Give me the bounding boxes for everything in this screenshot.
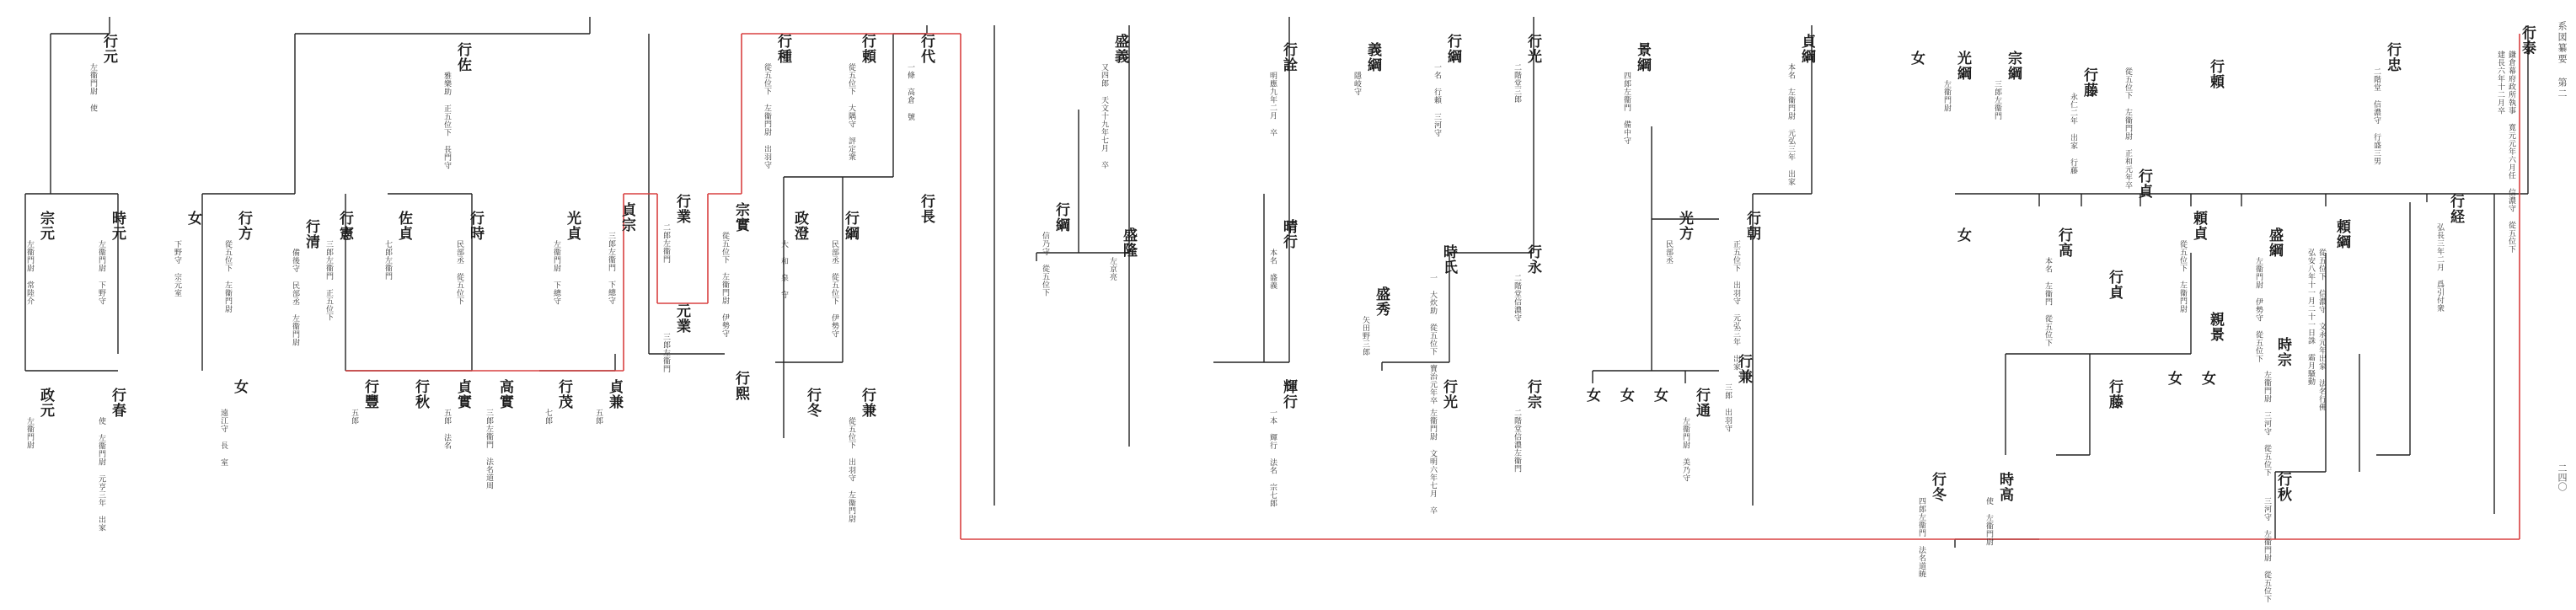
note-yukikane: 三郎 出羽守	[1723, 383, 1732, 432]
note-mitsutsuna: 左衞門尉	[1942, 80, 1951, 112]
note-yukisada: 從五位下 左衞門尉 正和元年卒	[2123, 67, 2132, 190]
note-yukimune: 二階堂信濃左衞門	[1513, 409, 1521, 473]
name-seicho: 政澄	[791, 211, 808, 241]
note-onna-8: 下野守 宗元室	[173, 240, 181, 297]
note-yukiharu: 左衞門尉 美乃守	[1681, 417, 1690, 482]
note-chikakage: 從五位下 左衞門尉	[2178, 240, 2187, 313]
note-yukishige: 七郎	[544, 409, 552, 425]
name-yukisada: 行貞	[2135, 169, 2152, 199]
name-onna-7: 女	[1583, 388, 1600, 403]
name-yukiaki2: 行秋	[412, 379, 429, 409]
name-munemoto: 宗元	[37, 211, 54, 241]
name-onna-2: 女	[1954, 227, 1971, 243]
note-yukisuke: 雅樂助 正五位下 長門守	[442, 72, 451, 169]
name-onna-4: 女	[2165, 371, 2182, 386]
note-kagetsuna: 四郎左衞門 備中守	[1622, 72, 1631, 145]
note-yukimitsu2: 左衞門尉 文明六年七月 卒	[1428, 409, 1437, 515]
note-yukinori2: 三郎左衞門 正五位下	[324, 240, 333, 321]
note-yukimori: 正五位下 出羽守 元弘三年 出家	[1732, 240, 1740, 371]
name-yukikane2: 行兼	[859, 388, 876, 418]
name-onna-3: 女	[2198, 371, 2215, 386]
name-takazane: 高實	[496, 379, 513, 409]
note-takazane: 三郎左衞門 法名道周	[485, 409, 493, 490]
name-yukimori: 行朝	[1743, 211, 1760, 241]
note-yukitoyo: 五郎	[350, 409, 358, 425]
name-yukinaga: 行永	[1524, 244, 1541, 275]
note-yukiharu2: 使 左衞門尉 元亨三年 出家	[97, 417, 105, 532]
name-sadamune: 貞宗	[619, 202, 635, 233]
note-yoritsuna: 從五位下 信濃守 文永元年出家 法名行佛	[2317, 249, 2326, 411]
name-yukiyori2: 行頼	[859, 34, 876, 64]
name-yukigyo: 行業	[673, 194, 690, 224]
name-yukikane: 行兼	[1735, 354, 1752, 384]
header-title: 系図纂要 第二	[2557, 21, 2568, 99]
note-munezane: 從五位下 左衞門尉 伊勢守	[720, 232, 729, 338]
name-yukikage: 行綱	[842, 211, 859, 241]
name-sadatsuna: 貞綱	[1798, 34, 1815, 64]
name-yukiharu2: 行春	[109, 388, 126, 418]
name-mitsusada: 光貞	[564, 211, 581, 241]
note-yukitaka: 本名 左衞門 從五位下	[2043, 257, 2052, 347]
name-yukishige: 行茂	[555, 379, 572, 409]
name-yukimasu: 行熙	[732, 371, 749, 401]
note-yukikane2: 從五位下 出羽守 左衞門尉	[847, 417, 855, 523]
note-tokimune: 左衞門尉 三河守 從五位下	[2263, 371, 2271, 477]
note-sukesada: 七郎左衞門	[383, 240, 392, 281]
note-genyo: 三郎左衞門	[661, 333, 670, 373]
note-munemoto: 左衞門尉 常陸介	[25, 240, 34, 305]
note-yukiakira: 四郎左衞門 法名道暁	[1917, 497, 1925, 578]
name-yukikiyo2: 行清	[303, 219, 319, 249]
name-yukifuji2: 行藤	[2106, 379, 2123, 409]
name-yukitoki: 行時	[467, 211, 484, 241]
note-sadatsuna: 本名 左衞門尉 元弘三年 出家	[1786, 63, 1795, 186]
name-onna-6: 女	[1617, 388, 1634, 403]
name-yukinori2: 行憲	[336, 211, 353, 241]
name-yukisada2: 行貞	[2106, 270, 2123, 300]
note-tokitaka: 使 左衞門尉	[1984, 497, 1993, 546]
note-yoritsuna-2: 弘安八年十一月二十一日誅 霜月騷動	[2306, 249, 2315, 386]
name-sadazane: 貞實	[454, 379, 471, 409]
note-sadakane: 五郎	[594, 409, 602, 425]
note-munetsuna: 三郎左衞門	[1993, 80, 2001, 120]
name-yukinori: 行種	[774, 34, 791, 64]
name-onna-8: 女	[185, 211, 201, 226]
name-yukitsuna2: 行綱	[1052, 202, 1069, 233]
note-kiyoyuki: 一本 輝行 法名 宗七郎	[1268, 409, 1277, 507]
note-harumitsu: 本名 盛義	[1268, 249, 1277, 290]
name-kiyoyuki: 輝行	[1280, 379, 1297, 409]
note-mitsukata: 民部丞	[1664, 240, 1673, 265]
name-chikakage: 親景	[2207, 312, 2224, 342]
name-yukikiyo: 行詮	[1280, 42, 1297, 72]
name-yukiakira: 行冬	[1929, 472, 1946, 502]
name-sukesada: 佐貞	[395, 211, 412, 241]
name-yukitsuna: 行綱	[1444, 34, 1461, 64]
note-morihide: 矢田野三郎	[1361, 316, 1369, 356]
note-yukinaga: 二階堂信濃守	[1513, 274, 1521, 322]
name-yukimoto: 行元	[100, 34, 117, 64]
note-morishige: 左京亮	[1108, 257, 1117, 281]
note-masamoto: 左衞門尉	[25, 417, 34, 449]
name-yoritsuna: 頼綱	[2333, 219, 2350, 249]
name-kagetsuna: 景綱	[1634, 42, 1651, 72]
note-yukikata: 從五位下 左衞門尉	[223, 240, 232, 313]
name-morishige: 盛隆	[1120, 227, 1137, 258]
name-masamoto: 政元	[37, 388, 54, 418]
note-yukikage: 民部丞 從五位下 伊勢守	[830, 240, 838, 338]
note-tokiuji: 一 大炊助 從五位下 寶治元年卒	[1428, 274, 1437, 404]
name-yorisada: 頼貞	[2190, 211, 2207, 241]
name-tokiuji: 時氏	[1440, 244, 1457, 275]
name-yukitai: 行泰	[2519, 25, 2536, 56]
note-yukiyori2: 從五位下 大隅守 評定衆	[847, 63, 855, 161]
name-sadakane: 貞兼	[606, 379, 623, 409]
note-yukitai: 鎌倉幕府政所執事 寛元元年六月任 信濃守 從五位下	[2507, 51, 2515, 254]
note-sadamune: 三郎左衞門 下總守	[607, 232, 615, 305]
name-yukimitsu2: 行光	[1440, 379, 1457, 409]
name-yukihide: 行忠	[2384, 42, 2401, 72]
note-onna-9: 遠江守 長 室	[219, 409, 228, 467]
note-yukitsuna2: 信乃守 從五位下	[1041, 232, 1049, 297]
name-yukiharu: 行通	[1693, 388, 1710, 418]
name-yukidai: 行代	[918, 34, 935, 64]
name-yukimune: 行宗	[1524, 379, 1541, 409]
note-sadazane: 五郎 法名	[442, 409, 451, 450]
name-onna-9: 女	[231, 379, 248, 394]
note-yukidai: 一條 高倉 號	[906, 63, 914, 121]
name-munezane: 宗實	[732, 202, 749, 233]
note-yukikiyo2: 備後守 民部丞 左衞門尉	[291, 249, 299, 346]
name-tokimune: 時宗	[2274, 337, 2291, 367]
name-yukisuke: 行佐	[454, 42, 471, 72]
note-yukifuji: 永仁二年 出家 行藤	[2069, 93, 2077, 174]
note-yukigyo: 二郎左衞門	[661, 223, 670, 264]
name-yukinaga2: 行長	[918, 194, 935, 224]
name-yukifuyu: 行冬	[804, 388, 821, 418]
note-yukimoto: 左衞門尉 使	[88, 63, 97, 112]
name-yukiaki: 行秋	[2274, 472, 2291, 502]
page-number: 二四〇	[2557, 463, 2568, 491]
name-tokitaka: 時高	[1996, 472, 2013, 502]
name-mitsukata: 光方	[1676, 211, 1693, 241]
note-morotsuna: 左衞門尉 伊勢守 從五位下	[2254, 257, 2263, 363]
note-yoshitsuna: 隱岐守	[1352, 72, 1361, 96]
note-yukimitsu: 二階堂三郎	[1513, 63, 1521, 104]
note-yukikiyo: 明應九年二月 卒	[1268, 72, 1277, 136]
name-yukiyasu: 行経	[2447, 194, 2464, 224]
name-yukifuji: 行藤	[2081, 67, 2097, 98]
name-yukikata: 行方	[235, 211, 252, 241]
name-morihide: 盛秀	[1373, 286, 1390, 317]
name-morotsuna: 盛綱	[2266, 227, 2283, 258]
note-tokimoto: 左衞門尉 下野守	[97, 240, 105, 305]
name-mitsutsuna: 光綱	[1954, 51, 1971, 81]
note-yukitsuna: 一名 行頼 三河守	[1433, 63, 1441, 137]
note-moriyoshi: 又四郎 天文十九年七月 卒	[1100, 63, 1108, 169]
note-seicho: 大 和 泉 守	[779, 240, 788, 299]
note-yukinori: 從五位下 左衞門尉 出羽守	[763, 63, 771, 169]
note-yukiaki: 三河守 左衞門尉 從五位下	[2263, 497, 2271, 603]
note-yukitai-2: 建長六年十二月卒	[2496, 51, 2504, 115]
name-yoshitsuna: 義綱	[1364, 42, 1381, 72]
name-moriyoshi: 盛義	[1111, 34, 1128, 64]
name-onna-1: 女	[1908, 51, 1925, 66]
name-tokimoto: 時元	[109, 211, 126, 241]
name-onna-5: 女	[1651, 388, 1668, 403]
name-yukiyori: 行頼	[2207, 59, 2224, 89]
name-yukitoyo: 行豐	[361, 379, 378, 409]
note-mitsusada: 左衞門尉 下總守	[552, 240, 560, 305]
name-yukitaka: 行高	[2055, 227, 2072, 258]
name-munetsuna: 宗綱	[2005, 51, 2022, 81]
note-yukitsugu: 弘長三年二月 爲引付衆	[2435, 223, 2444, 313]
note-yukihide: 二階堂 信濃守 行盛三男	[2372, 67, 2381, 165]
name-yukimitsu: 行光	[1524, 34, 1541, 64]
name-harumitsu: 晴行	[1280, 219, 1297, 249]
name-genyo: 元業	[673, 303, 690, 334]
note-yukitoki: 民部丞 從五位下	[455, 240, 463, 305]
